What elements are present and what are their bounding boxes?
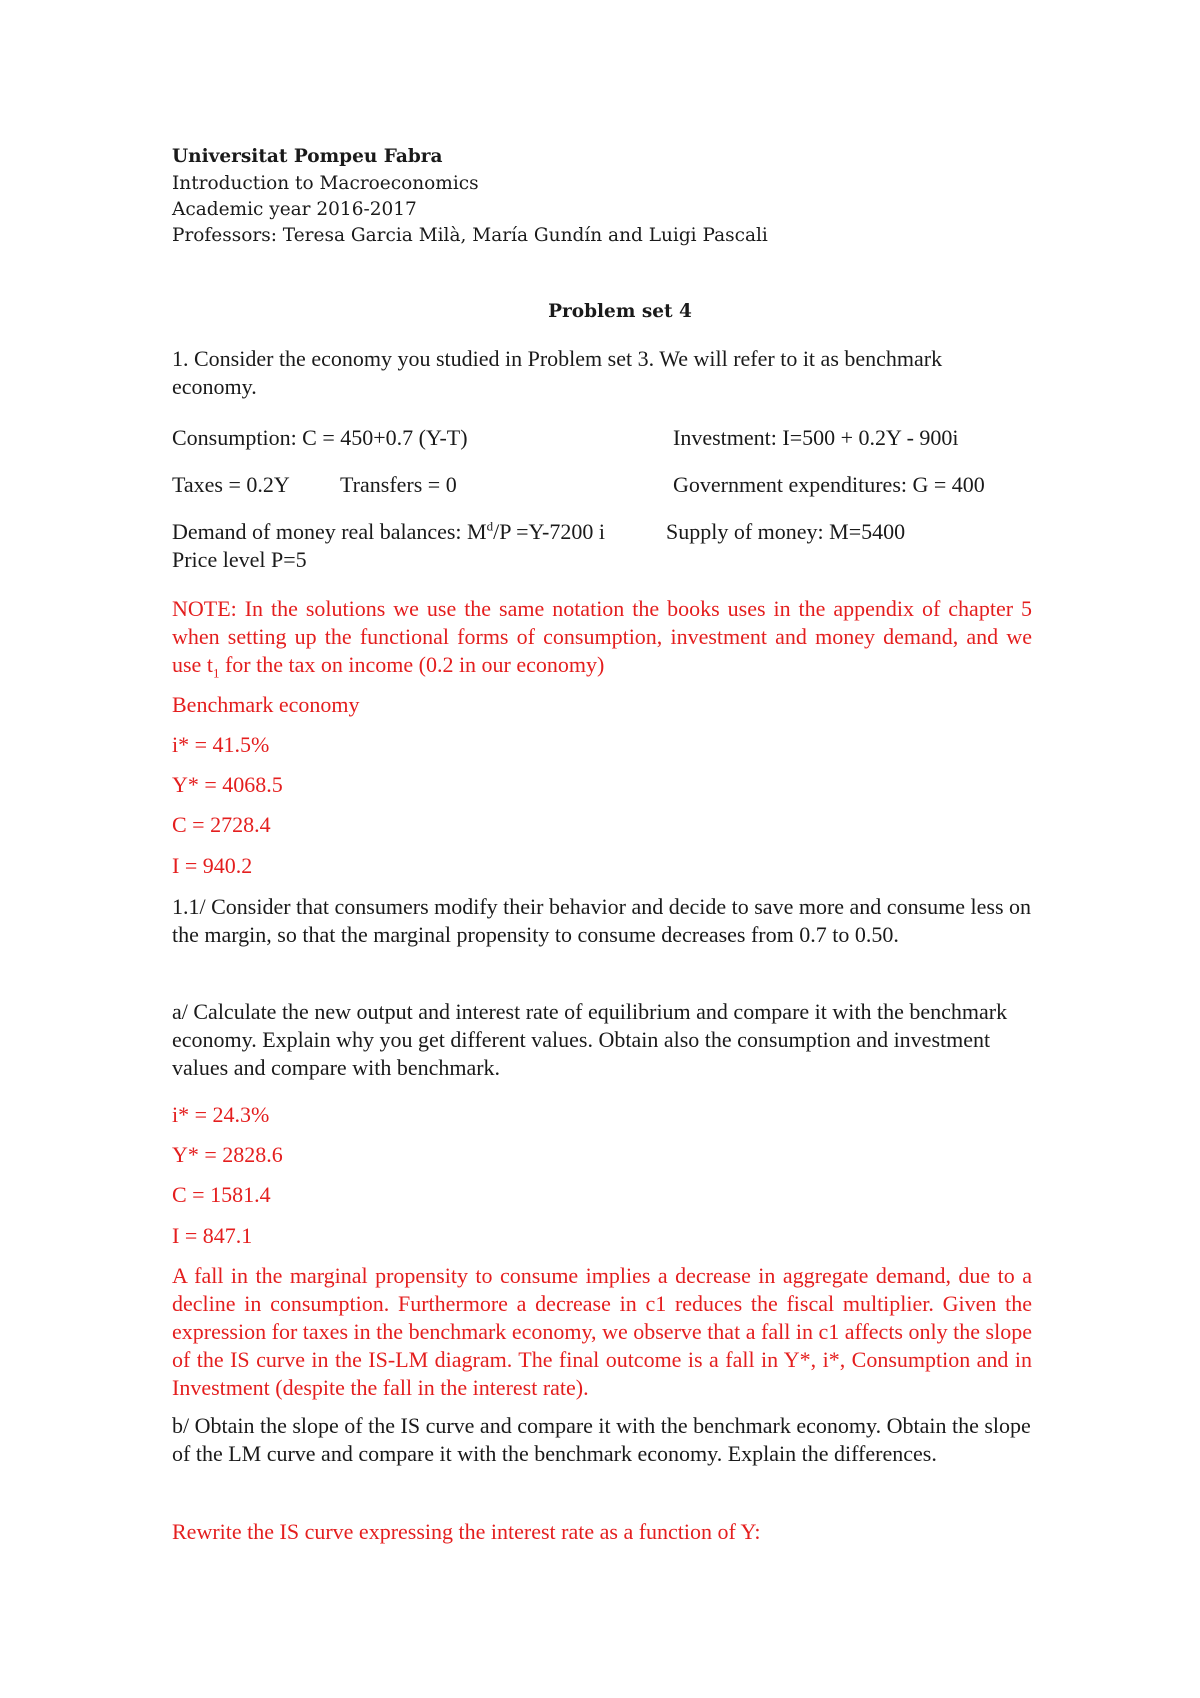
university-name: Universitat Pompeu Fabra xyxy=(172,146,443,167)
solution-note xyxy=(172,595,1032,679)
money-demand-prefix: Demand of money real balances: M xyxy=(172,519,487,544)
money-demand-superscript: d xyxy=(486,518,494,534)
question-1-1-b: b/ Obtain the slope of the IS curve and compare it with the benchmark economy. Obtain the slope of the LM curve and compare it with the benchmark economy. Explain the differences. xyxy=(172,1413,1031,1466)
professors: Professors: Teresa Garcia Milà, María Gundín and Luigi Pascali xyxy=(172,225,768,246)
answer-investment: I = 847.1 xyxy=(172,1223,253,1248)
course-name: Introduction to Macroeconomics xyxy=(172,173,479,194)
consumption-eq: Consumption: C = 450+0.7 (Y-T) xyxy=(172,425,468,450)
question-1-1-a: a/ Calculate the new output and interest rate of equilibrium and compare it with the benchmark economy. Explain why you get different values. Obtain also the consumption and investment values and compare with benchmark. xyxy=(172,999,1008,1080)
money-demand-eq xyxy=(172,518,605,546)
benchmark-consumption: C = 2728.4 xyxy=(172,812,271,837)
money-demand-suffix: /P =Y-7200 i xyxy=(493,519,605,544)
taxes-eq: Taxes = 0.2Y xyxy=(172,472,290,497)
investment-eq: Investment: I=500 + 0.2Y - 900i xyxy=(673,425,959,450)
note-subscript: 1 xyxy=(212,665,220,681)
note-text-end: for the tax on income (0.2 in our economy) xyxy=(219,652,605,677)
answer-explanation: A fall in the marginal propensity to consume implies a decrease in aggregate demand, due to a decline in consumption. Furthermore a decrease in c1 reduces the fiscal multiplier. Given the expression for taxes in the benchmark economy, we observe that a fall in c1 affects only the slope of the IS curve in the IS-LM diagram. The final outcome is a fall in Y*, i*, Consumption and in Investment (despite the fall in the interest rate). xyxy=(172,1263,1032,1400)
answer-consumption: C = 1581.4 xyxy=(172,1182,271,1207)
benchmark-investment: I = 940.2 xyxy=(172,853,253,878)
page-title: Problem set 4 xyxy=(548,301,692,322)
benchmark-interest: i* = 41.5% xyxy=(172,732,270,757)
academic-year: Academic year 2016-2017 xyxy=(172,199,417,220)
answer-output: Y* = 2828.6 xyxy=(172,1142,283,1167)
question-1-intro: 1. Consider the economy you studied in Problem set 3. We will refer to it as benchmark economy. xyxy=(172,346,943,399)
price-level-eq: Price level P=5 xyxy=(172,547,307,572)
benchmark-output: Y* = 4068.5 xyxy=(172,772,283,797)
question-1-1: 1.1/ Consider that consumers modify their behavior and decide to save more and consume less on the margin, so that the marginal propensity to consume decreases from 0.7 to 0.50. xyxy=(172,894,1032,947)
answer-interest: i* = 24.3% xyxy=(172,1102,270,1127)
transfers-eq: Transfers = 0 xyxy=(340,472,457,497)
money-supply-eq: Supply of money: M=5400 xyxy=(666,519,906,544)
note-text: NOTE: In the solutions we use the same notation the books uses in the appendix of chapter 5 when setting up the functional forms of consumption, investment and money demand, and we use t xyxy=(172,596,1032,677)
government-eq: Government expenditures: G = 400 xyxy=(673,472,985,497)
benchmark-label: Benchmark economy xyxy=(172,692,360,717)
rewrite-is-curve: Rewrite the IS curve expressing the interest rate as a function of Y: xyxy=(172,1519,761,1544)
